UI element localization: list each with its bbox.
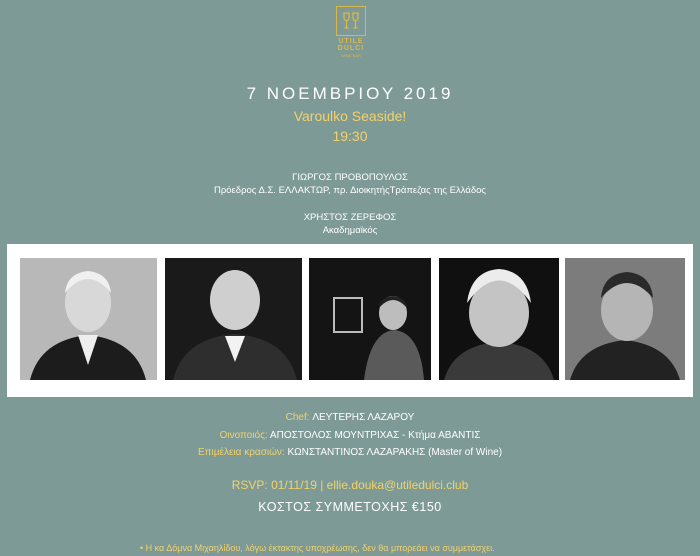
speaker-2-name: ΧΡΗΣΤΟΣ ΖΕΡΕΦΟΣ	[303, 212, 397, 223]
winemaker-name: ΑΠΟΣΤΟΛΟΣ ΜΟΥΝΤΡΙΧΑΣ - Κτήμα ΑΒΑΝΤΙΣ	[267, 430, 481, 441]
portrait-photo-5	[565, 258, 685, 380]
utile-dulci-logo	[331, 6, 371, 68]
portrait-photo-1	[20, 258, 157, 380]
wine-curation-name: ΚΩΝΣΤΑΝΤΙΝΟΣ ΛΑΖΑΡΑΚΗΣ (Master of Wine)	[284, 447, 503, 458]
speaker-1-title: Πρόεδρος Δ.Σ. ΕΛΛΑΚΤΩΡ, πρ. ΔιοικητήςΤράπεζας της Ελλάδος	[214, 185, 486, 196]
wine-curation-credit	[0, 447, 700, 458]
participation-cost: ΚΟΣΤΟΣ ΣΥΜΜΕΤΟΧΗΣ €150	[258, 500, 442, 514]
wine-curation-label: Επιμέλεια κρασιών:	[197, 447, 285, 458]
rsvp-line: RSVP: 01/11/19 | ellie.douka@utiledulci.club	[231, 478, 469, 492]
portrait-photo-4	[439, 258, 559, 380]
logo-tagline: WINE BAR	[341, 53, 361, 58]
chef-name: ΛΕΥΤΕΡΗΣ ΛΑΖΑΡΟΥ	[309, 412, 415, 423]
wine-glasses-icon	[336, 6, 366, 36]
portrait-photo-3	[309, 258, 431, 380]
winemaker-credit	[0, 430, 700, 441]
winemaker-label: Οινοποιός:	[219, 430, 268, 441]
chef-label: Chef:	[285, 412, 310, 423]
portrait-strip	[7, 244, 693, 397]
speaker-2-title: Ακαδημαϊκός	[322, 225, 378, 236]
event-date: 7 ΝΟΕΜΒΡΙΟΥ 2019	[246, 84, 454, 103]
portrait-photo-2	[165, 258, 302, 380]
logo-wordmark: UTILE DULCI	[337, 38, 365, 52]
chef-credit	[0, 412, 700, 423]
event-time: 19:30	[332, 128, 368, 144]
notice-bullet: • Η κα Δόμνα Μιχαηλίδου, λόγω έκτακτης υποχρέωσης, δεν θα μπορεάει να συμμετάσχει.	[140, 543, 495, 553]
event-venue: Varoulko Seaside!	[293, 108, 407, 124]
speaker-1-name: ΓΙΩΡΓΟΣ ΠΡΟΒΟΠΟΥΛΟΣ	[292, 172, 408, 183]
